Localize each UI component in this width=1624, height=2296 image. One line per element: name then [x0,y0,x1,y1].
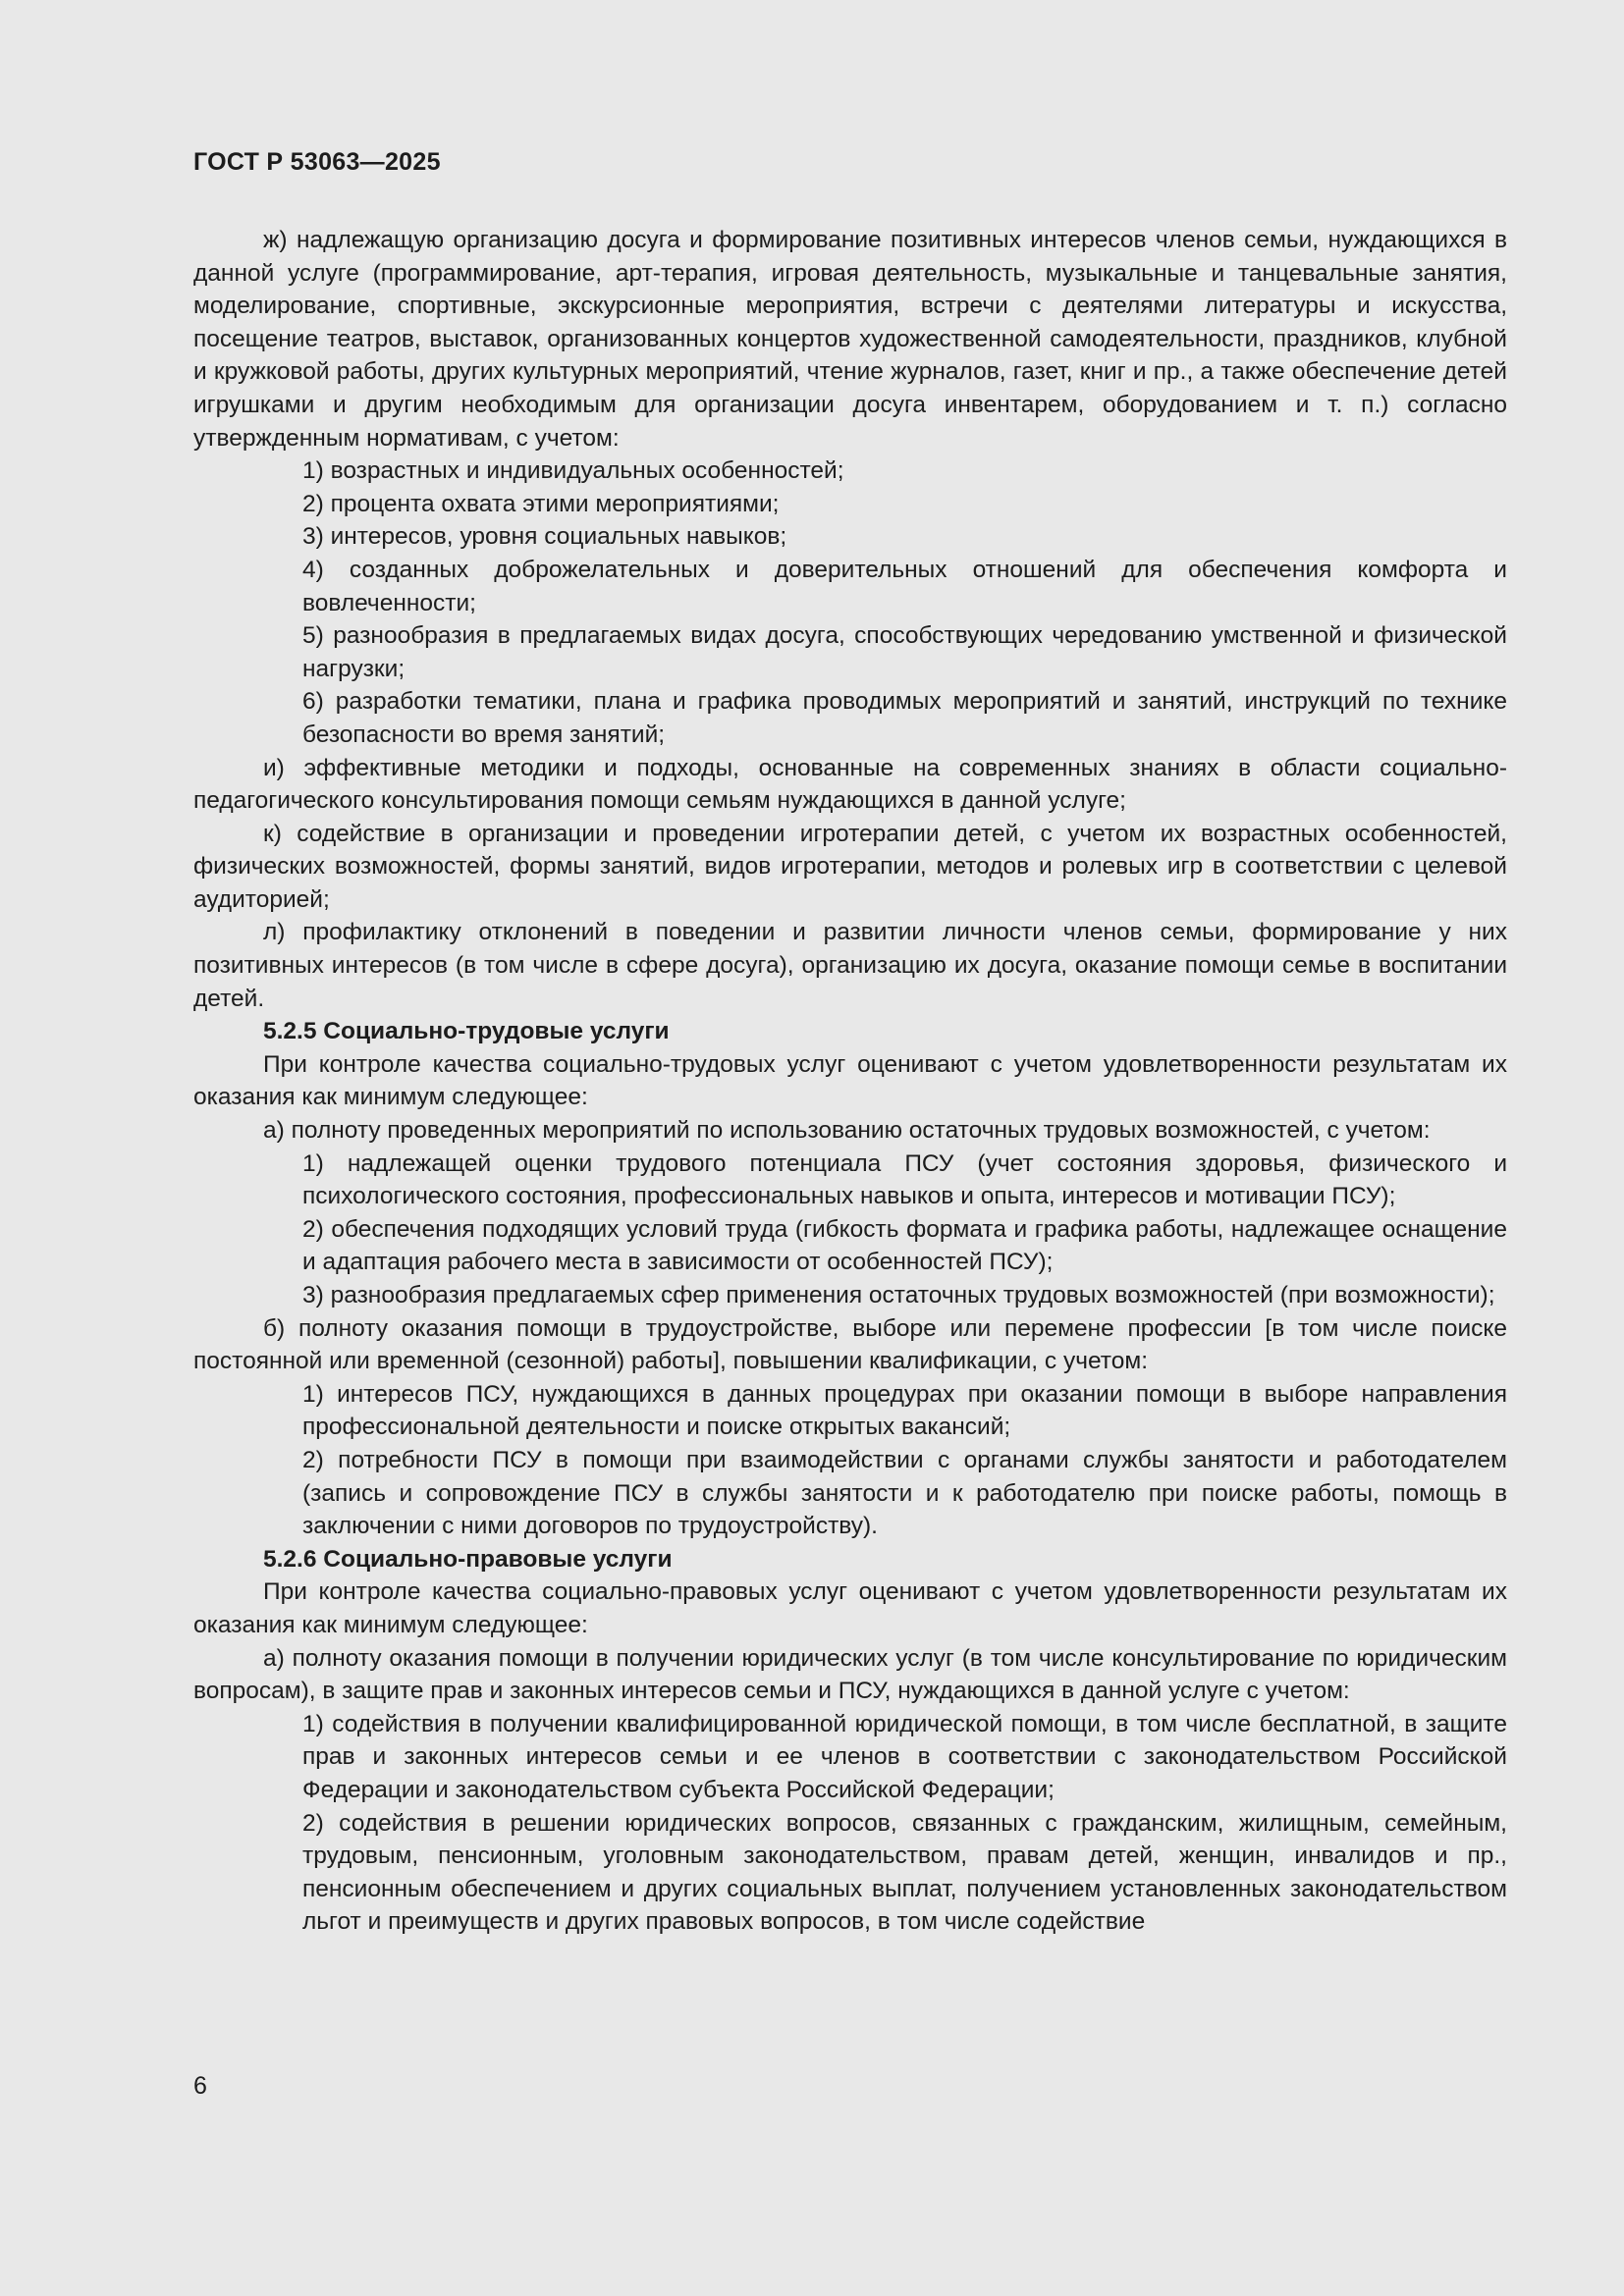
sub-list-item: 1) надлежащей оценки трудового потенциала ПСУ (учет состояния здоровья, физического и психологического состояния, профессиональных навыков и опыта, интересов и мотивации ПСУ); [302,1149,1507,1210]
document-header: ГОСТ Р 53063—2025 [193,148,441,176]
paragraph: При контроле качества социально-правовых услуг оценивают с учетом удовлетворенности результатам их оказания как минимум следующее: [193,1578,1507,1638]
sub-list-item: 1) возрастных и индивидуальных особенностей; [302,457,844,485]
paragraph: л) профилактику отклонений в поведении и развитии личности членов семьи, формирование у них позитивных интересов (в том числе в сфере досуга), организацию их досуга, оказание помощи семье в воспитании детей. [193,919,1507,1012]
document-body [193,224,1507,1939]
paragraph: к) содействие в организации и проведении игротерапии детей, с учетом их возрастных особенностей, физических возможностей, формы занятий, видов игротерапии, методов и ролевых игр в соответствии с целевой аудиторией; [193,820,1507,913]
sub-list-item: 2) обеспечения подходящих условий труда (гибкость формата и графика работы, надлежащее оснащение и адаптация рабочего места в зависимости от особенностей ПСУ); [302,1215,1507,1276]
paragraph: ж) надлежащую организацию досуга и формирование позитивных интересов членов семьи, нуждающихся в данной услуге (программирование, арт-терапия, игровая деятельность, музыкальные и танцевальные занятия, моделирование, спортивные, экскурсионные мероприятия, встречи с деятелями литературы и искусства, посещение театров, выставок, организованных концертов художественной самодеятельности, праздников, клубной и кружковой работы, других культурных мероприятий, чтение журналов, газет, книг и пр., а также обеспечение детей игрушками и другим необходимым для организации досуга инвентарем, оборудованием и т. п.) согласно утвержденным нормативам, с учетом: [193,227,1507,452]
section-heading: 5.2.5 Социально-трудовые услуги [263,1018,670,1045]
sub-list-item: 3) разнообразия предлагаемых сфер применения остаточных трудовых возможностей (при возможности); [302,1282,1495,1308]
sub-list-item: 3) интересов, уровня социальных навыков; [302,523,787,551]
paragraph: а) полноту оказания помощи в получении юридических услуг (в том числе консультирование по юридическим вопросам), в защите прав и законных интересов семьи и ПСУ, нуждающихся в данной услуге с учетом: [193,1644,1507,1705]
paragraph: б) полноту оказания помощи в трудоустройстве, выборе или перемене профессии [в том числе поиске постоянной или временной (сезонной) работы], повышении квалификации, с учетом: [193,1314,1507,1375]
sub-list-item: 4) созданных доброжелательных и доверительных отношений для обеспечения комфорта и вовлеченности; [302,556,1507,616]
paragraph: а) полноту проведенных мероприятий по использованию остаточных трудовых возможностей, с учетом: [263,1117,1431,1145]
sub-list-item: 1) содействия в получении квалифицированной юридической помощи, в том числе бесплатной, в защите прав и законных интересов семьи и ее членов в соответствии с законодательством Российской Федерации и законодательством субъекта Российской Федерации; [302,1710,1507,1803]
sub-list-item: 1) интересов ПСУ, нуждающихся в данных процедурах при оказании помощи в выборе направления профессиональной деятельности и поиске открытых вакансий; [302,1380,1507,1441]
sub-list-item: 6) разработки тематики, плана и графика проводимых мероприятий и занятий, инструкций по технике безопасности во время занятий; [302,688,1507,748]
page-number: 6 [193,2072,207,2100]
paragraph: и) эффективные методики и подходы, основанные на современных знаниях в области социально-педагогического консультирования помощи семьям нуждающихся в данной услуге; [193,754,1507,815]
paragraph: При контроле качества социально-трудовых услуг оценивают с учетом удовлетворенности результатам их оказания как минимум следующее: [193,1050,1507,1111]
sub-list-item: 2) потребности ПСУ в помощи при взаимодействии с органами службы занятости и работодателем (запись и сопровождение ПСУ в службы занятости и к работодателю при поиске работы, помощь в заключении с ними договоров по трудоустройству). [302,1446,1507,1540]
section-heading: 5.2.6 Социально-правовые услуги [263,1545,673,1573]
sub-list-item: 2) содействия в решении юридических вопросов, связанных с гражданским, жилищным, семейным, трудовым, пенсионным, уголовным законодательством, правам детей, женщин, инвалидов и пр., пенсионным обеспечением и других социальных выплат, получением установленных законодательством льгот и преимуществ и других правовых вопросов, в том числе содействие [302,1809,1507,1936]
sub-list-item: 2) процента охвата этими мероприятиями; [302,490,780,517]
sub-list-item: 5) разнообразия в предлагаемых видах досуга, способствующих чередованию умственной и физической нагрузки; [302,622,1507,682]
